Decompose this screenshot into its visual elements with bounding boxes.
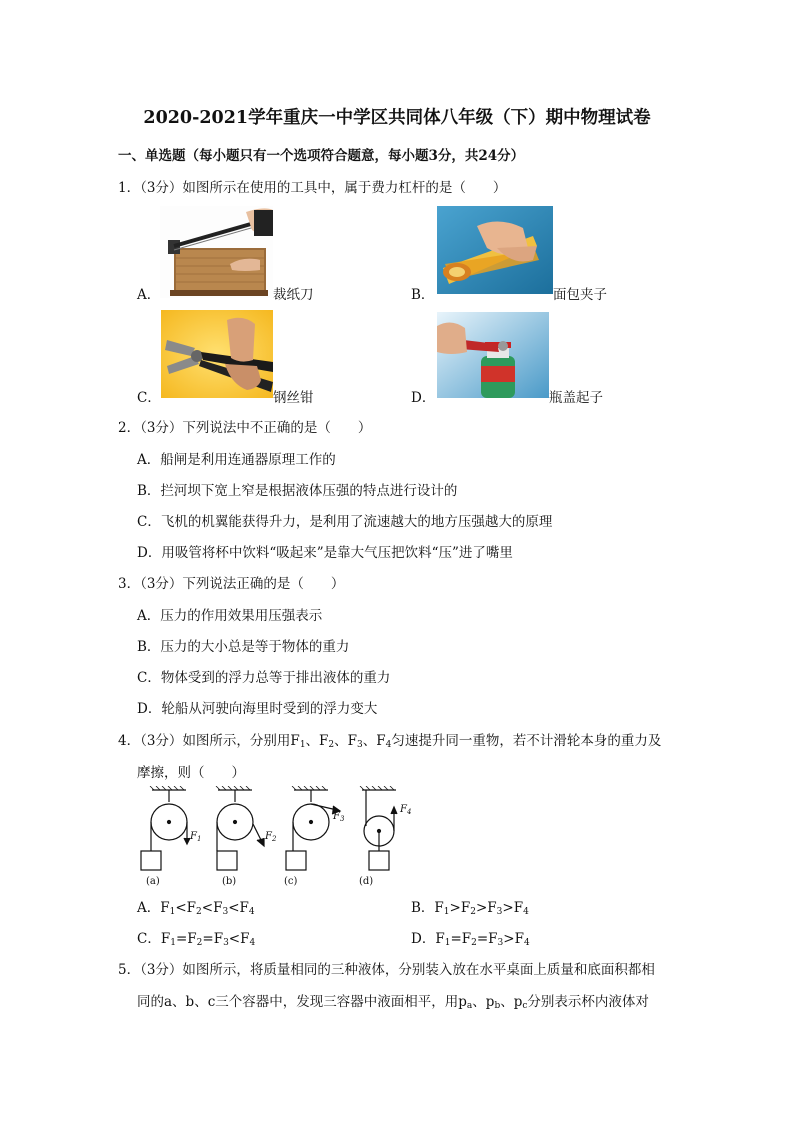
force-label-f3: $F_3$ [333,811,345,823]
q3-option-d: D．轮船从河驶向海里时受到的浮力变大 [137,701,378,717]
pulley-b [216,786,264,870]
fig-label-c: (c) [284,876,298,887]
section-heading: 一、单选题（每小题只有一个选项符合题意，每小题3分，共24分） [118,148,525,164]
force-label-f1: $F_1$ [190,831,202,843]
force-label-f2: $F_2$ [265,831,277,843]
question-5-line1: 5．（3分）如图所示，将质量相同的三种液体，分别装入放在水平桌面上质量和底面积都相 [118,962,655,978]
paper-title: 2020-2021学年重庆一中学区共同体八年级（下）期中物理试卷 [143,108,651,128]
question-5-line2: 同的a、b、c三个容器中，发现三容器中液面相平，用$p_a$、$p_b$、$p_c$分别表示杯内液体对 [137,994,649,1011]
question-4-stem-line2: 摩擦，则（ ） [137,765,245,781]
fig-label-d: (d) [359,876,374,887]
q1-option-a-caption: 裁纸刀 [273,287,314,303]
bottle-opener-image [437,312,549,398]
q3-option-a: A．压力的作用效果用压强表示 [137,608,323,624]
q4-option-b: B．$F_1>F_2>F_3>F_4$ [411,900,529,917]
wire-pliers-image [161,310,273,398]
q1-option-d-letter: D． [411,390,436,406]
pulley-a [141,786,190,870]
question-3-stem: 3．（3分）下列说法正确的是（ ） [118,576,345,592]
q4-option-a: A．$F_1<F_2<F_3<F_4$ [137,900,255,917]
q3-option-c: C．物体受到的浮力总等于排出液体的重力 [137,670,391,686]
q2-option-a: A．船闸是利用连通器原理工作的 [137,452,336,468]
q4-option-c: C．$F_1=F_2=F_3<F_4$ [137,931,256,948]
q1-option-b-caption: 面包夹子 [553,287,607,303]
pulley-diagram [134,786,414,888]
q3-option-b: B．压力的大小总是等于物体的重力 [137,639,350,655]
fig-label-a: (a) [146,876,160,887]
q1-option-c-caption: 钢丝钳 [273,390,314,406]
q4-option-d: D．$F_1=F_2=F_3>F_4$ [411,931,530,948]
pulley-c [286,786,340,870]
q1-option-d-caption: 瓶盖起子 [549,390,603,406]
pulley-d [360,786,397,870]
q1-option-a-letter: A． [137,287,161,303]
question-2-stem: 2．（3分）下列说法中不正确的是（ ） [118,420,372,436]
bread-tongs-image [437,206,553,294]
q2-option-b: B．拦河坝下宽上窄是根据液体压强的特点进行设计的 [137,483,458,499]
force-label-f4: $F_4$ [400,804,412,816]
question-4-stem: 4．（3分）如图所示，分别用$F_1$、$F_2$、$F_3$、$F_4$匀速提升同一重物，若不计滑轮本身的重力及 [118,733,662,750]
q1-option-b-letter: B． [411,287,435,303]
q1-option-c-letter: C． [137,390,161,406]
q2-option-d: D．用吸管将杯中饮料“吸起来”是靠大气压把饮料“压”进了嘴里 [137,545,513,561]
paper-cutter-image [160,206,273,298]
fig-label-b: (b) [222,876,237,887]
question-1-stem: 1．（3分）如图所示在使用的工具中，属于费力杠杆的是（ ） [118,180,507,196]
q2-option-c: C．飞机的机翼能获得升力，是利用了流速越大的地方压强越大的原理 [137,514,553,530]
